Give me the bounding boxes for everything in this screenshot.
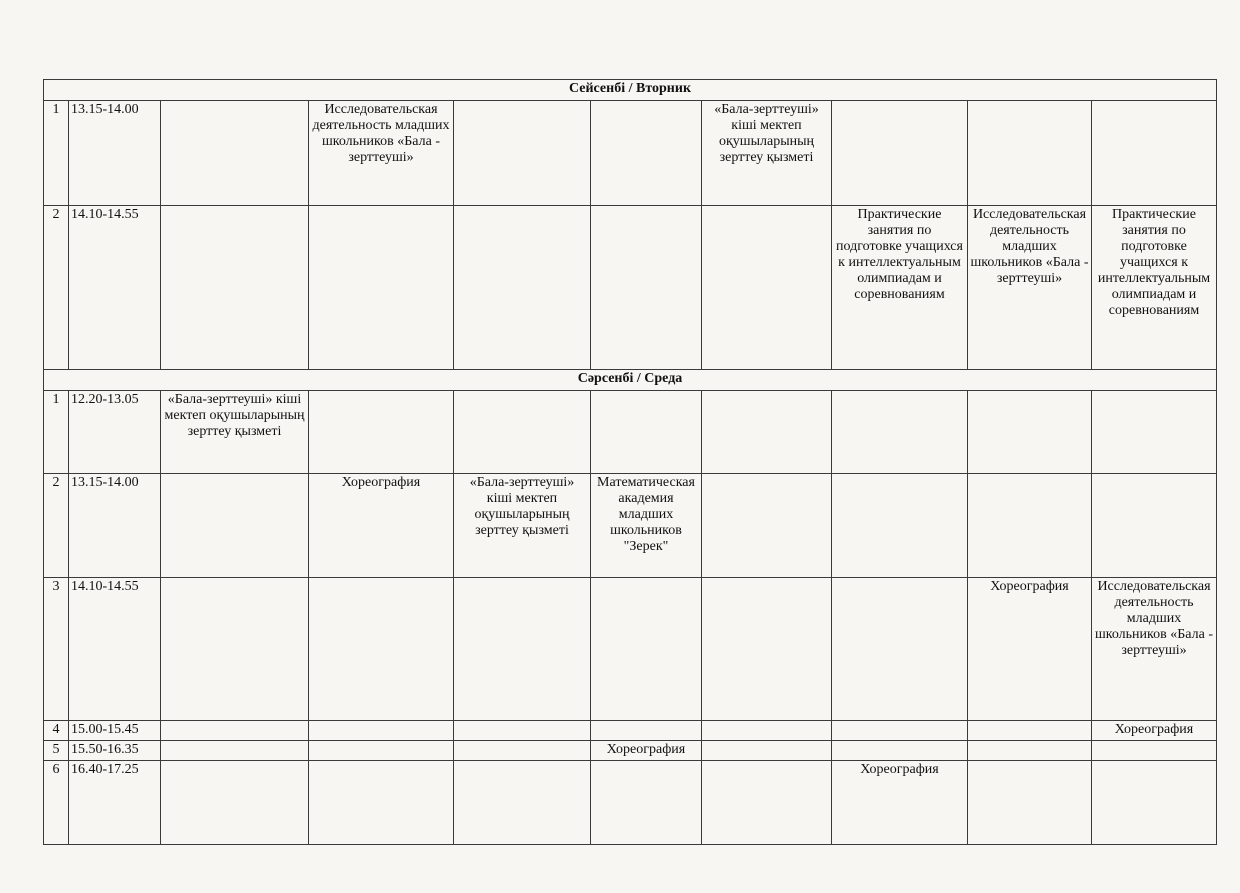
- row-number: 2: [44, 474, 69, 578]
- schedule-cell: [161, 101, 309, 206]
- schedule-cell: [1092, 741, 1217, 761]
- schedule-cell: [161, 741, 309, 761]
- day-header-row: [44, 370, 1217, 391]
- schedule-cell: [309, 721, 454, 741]
- schedule-cell: [591, 206, 702, 370]
- schedule-cell: [968, 101, 1092, 206]
- schedule-cell: [1092, 474, 1217, 578]
- schedule-cell: [591, 721, 702, 741]
- schedule-cell: [309, 391, 454, 474]
- schedule-cell: [968, 721, 1092, 741]
- schedule-cell: [454, 391, 591, 474]
- row-number: 5: [44, 741, 69, 761]
- schedule-cell: [702, 474, 832, 578]
- schedule-cell: [832, 391, 968, 474]
- row-number: 6: [44, 761, 69, 845]
- schedule-cell: [702, 721, 832, 741]
- schedule-cell: «Бала-зерттеуші» кіші мектеп оқушыларының зерттеу қызметі: [702, 101, 832, 206]
- schedule-cell: [968, 761, 1092, 845]
- schedule-cell: [161, 474, 309, 578]
- schedule-cell: [591, 391, 702, 474]
- schedule-cell: [832, 474, 968, 578]
- schedule-cell: [309, 206, 454, 370]
- table-row: [44, 474, 1217, 578]
- schedule-cell: [702, 391, 832, 474]
- time-slot: 13.15-14.00: [69, 474, 161, 578]
- schedule-cell: [161, 578, 309, 721]
- schedule-cell: Исследовательская деятельность младших школьников «Бала - зерттеуші»: [1092, 578, 1217, 721]
- row-number: 1: [44, 391, 69, 474]
- schedule-cell: [454, 101, 591, 206]
- schedule-cell: [454, 721, 591, 741]
- schedule-cell: [702, 206, 832, 370]
- schedule-cell: «Бала-зерттеуші» кіші мектеп оқушыларының зерттеу қызметі: [454, 474, 591, 578]
- schedule-cell: [1092, 101, 1217, 206]
- schedule-cell: [1092, 391, 1217, 474]
- schedule-cell: Хореография: [1092, 721, 1217, 741]
- schedule-cell: [591, 761, 702, 845]
- day-title: Сейсенбі / Вторник: [44, 80, 1217, 101]
- schedule-cell: [454, 578, 591, 721]
- row-number: 1: [44, 101, 69, 206]
- schedule-cell: [832, 578, 968, 721]
- row-number: 2: [44, 206, 69, 370]
- schedule-cell: [309, 761, 454, 845]
- table-row: [44, 206, 1217, 370]
- schedule-cell: Хореография: [309, 474, 454, 578]
- schedule-cell: «Бала-зерттеуші» кіші мектеп оқушыларының зерттеу қызметі: [161, 391, 309, 474]
- time-slot: 13.15-14.00: [69, 101, 161, 206]
- schedule-cell: Хореография: [832, 761, 968, 845]
- table-row: [44, 391, 1217, 474]
- schedule-cell: Практические занятия по подготовке учащихся к интеллектуальным олимпиадам и соревнованиям: [1092, 206, 1217, 370]
- schedule-cell: [832, 101, 968, 206]
- schedule-cell: [832, 721, 968, 741]
- schedule-cell: [309, 741, 454, 761]
- schedule-cell: [968, 474, 1092, 578]
- schedule-cell: [161, 206, 309, 370]
- schedule-cell: [454, 206, 591, 370]
- table-row: [44, 741, 1217, 761]
- schedule-cell: [161, 761, 309, 845]
- table-row: [44, 578, 1217, 721]
- schedule-cell: [702, 741, 832, 761]
- row-number: 4: [44, 721, 69, 741]
- day-header-row: [44, 80, 1217, 101]
- schedule-cell: [161, 721, 309, 741]
- schedule-cell: [454, 761, 591, 845]
- schedule-cell: Исследовательская деятельность младших школьников «Бала - зерттеуші»: [309, 101, 454, 206]
- schedule-cell: [591, 101, 702, 206]
- schedule-cell: [1092, 761, 1217, 845]
- table-row: [44, 721, 1217, 741]
- schedule-cell: [591, 578, 702, 721]
- schedule-cell: [702, 578, 832, 721]
- schedule-cell: [968, 391, 1092, 474]
- schedule-cell: Хореография: [968, 578, 1092, 721]
- schedule-cell: Хореография: [591, 741, 702, 761]
- time-slot: 15.00-15.45: [69, 721, 161, 741]
- schedule-cell: [968, 741, 1092, 761]
- time-slot: 14.10-14.55: [69, 206, 161, 370]
- schedule-table: [43, 79, 1217, 845]
- time-slot: 12.20-13.05: [69, 391, 161, 474]
- schedule-cell: [832, 741, 968, 761]
- time-slot: 15.50-16.35: [69, 741, 161, 761]
- day-title: Сәрсенбі / Среда: [44, 370, 1217, 391]
- schedule-cell: [454, 741, 591, 761]
- time-slot: 14.10-14.55: [69, 578, 161, 721]
- schedule-cell: [309, 578, 454, 721]
- table-row: [44, 761, 1217, 845]
- schedule-cell: [702, 761, 832, 845]
- schedule-cell: Исследовательская деятельность младших школьников «Бала - зерттеуші»: [968, 206, 1092, 370]
- schedule-cell: Практические занятия по подготовке учащихся к интеллектуальным олимпиадам и соревнованиям: [832, 206, 968, 370]
- row-number: 3: [44, 578, 69, 721]
- schedule-cell: Математическая академия младших школьников "Зерек": [591, 474, 702, 578]
- table-row: [44, 101, 1217, 206]
- time-slot: 16.40-17.25: [69, 761, 161, 845]
